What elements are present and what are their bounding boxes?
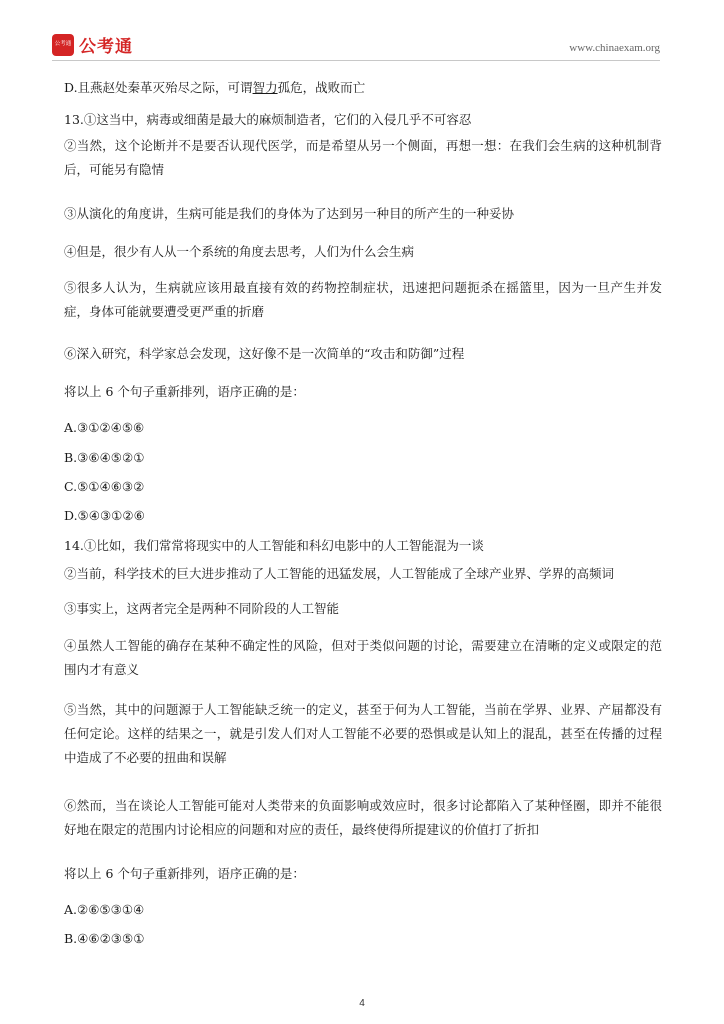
q12-option-d-before: D.且燕赵处秦革灭殆尽之际，可谓	[64, 80, 253, 95]
q14-sentence-2: ②当前，科学技术的巨大进步推动了人工智能的迅猛发展，人工智能成了全球产业界、学界的高频词	[64, 566, 615, 581]
q14-sentence-1: 14.①比如，我们常常将现实中的人工智能和科幻电影中的人工智能混为一谈	[64, 538, 484, 553]
q13-option-a: A.③①②④⑤⑥	[64, 420, 145, 435]
q13-sentence-5: ⑤很多人认为，生病就应该用最直接有效的药物控制症状，迅速把问题扼杀在摇篮里，因为一旦产生并发症，身体可能就要遭受更严重的折磨	[64, 280, 662, 319]
q14-prompt: 将以上 6 个句子重新排列，语序正确的是：	[64, 866, 305, 881]
q12-option-d-underlined: 智力	[252, 80, 278, 95]
logo-text: 公考通	[79, 37, 133, 57]
q13-prompt: 将以上 6 个句子重新排列，语序正确的是：	[64, 384, 305, 399]
q13-option-b: B.③⑥④⑤②①	[64, 450, 145, 465]
logo-icon	[52, 34, 74, 56]
q12-option-d-after: 孤危，战败而亡	[277, 80, 366, 95]
q14-option-b: B.④⑥②③⑤①	[64, 931, 145, 946]
q13-option-d: D.⑤④③①②⑥	[64, 508, 145, 523]
page-number: 4	[359, 998, 365, 1009]
q14-sentence-4: ④虽然人工智能的确存在某种不确定性的风险，但对于类似问题的讨论，需要建立在清晰的定义或限定的范围内才有意义	[64, 638, 662, 677]
q13-sentence-6: ⑥深入研究，科学家总会发现，这好像不是一次简单的“攻击和防御”过程	[64, 346, 465, 361]
q13-option-c: C.⑤①④⑥③②	[64, 479, 145, 494]
site-url: www.chinaexam.org	[569, 42, 660, 54]
q14-sentence-3: ③事实上，这两者完全是两种不同阶段的人工智能	[64, 601, 340, 616]
q13-sentence-4: ④但是，很少有人从一个系统的角度去思考，人们为什么会生病	[64, 244, 415, 259]
q14-sentence-5: ⑤当然，其中的问题源于人工智能缺乏统一的定义，甚至于何为人工智能，当前在学界、业界、产届都没有任何定论。这样的结果之一，就是引发人们对人工智能不必要的恐惧或是认知上的混乱，甚至在传播的过程中造成了不必要的扭曲和误解	[64, 702, 662, 765]
header-divider	[52, 60, 660, 61]
q13-sentence-1: 13.①这当中，病毒或细菌是最大的麻烦制造者，它们的入侵几乎不可容忍	[64, 112, 472, 127]
q13-sentence-3: ③从演化的角度讲，生病可能是我们的身体为了达到另一种目的所产生的一种妥协	[64, 206, 515, 221]
q13-sentence-2: ②当然，这个论断并不是要否认现代医学，而是希望从另一个侧面，再想一想：在我们会生病的这种机制背后，可能另有隐情	[64, 138, 662, 177]
page-header	[0, 0, 724, 62]
q14-sentence-6: ⑥然而，当在谈论人工智能可能对人类带来的负面影响或效应时，很多讨论都陷入了某种怪圈，即并不能很好地在限定的范围内讨论相应的问题和对应的责任，最终使得所提建议的价值打了折扣	[64, 798, 662, 837]
logo-badge-text: 公考通	[54, 41, 72, 48]
q12-option-d	[64, 78, 365, 96]
q14-option-a: A.②⑥⑤③①④	[64, 902, 145, 917]
